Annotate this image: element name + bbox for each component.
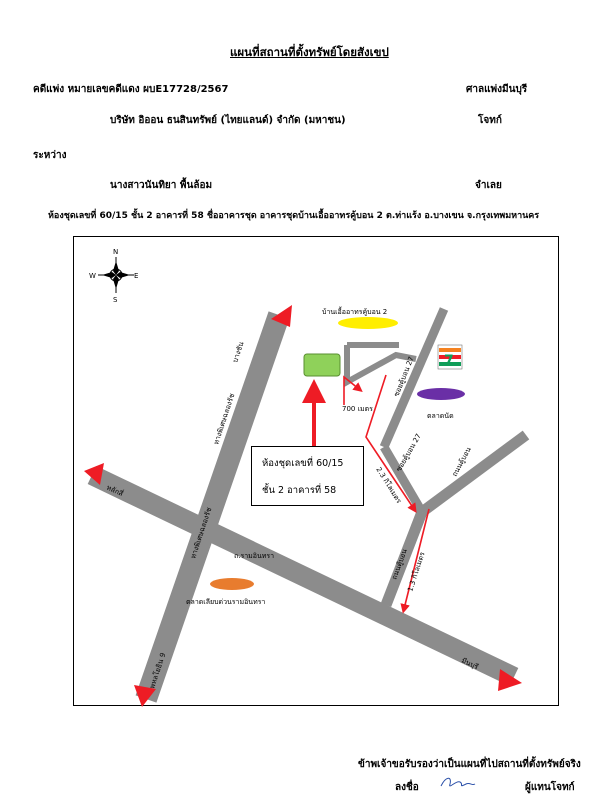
court-name: ศาลแพ่งมีนบุรี [466,84,528,95]
label-lakki: หลักสี่ [105,483,125,499]
seven-eleven-logo [438,345,462,369]
label-bangchan: บางชัน [231,340,246,364]
label-phahon: พหลโยธิน 9 [148,651,168,690]
label-building: บ้านเอื้ออาทรคู้บอน 2 [322,308,388,316]
unit-floor-building: ชั้น 2 อาคารที่ 58 [262,485,337,496]
label-minburi: มีนบุรี [460,656,480,672]
building-ellipse [338,317,398,329]
ramintra-market-ellipse [210,578,254,590]
label-khubon-road-2: ถนนคู้บอน [390,547,409,581]
label-expressway-b: ทางพิเศษฉลองรัช [189,506,214,560]
defendant-name: นางสาวนันทิยา พื้นล้อม [110,180,213,191]
label-13km: 1.3 กิโลเมตร [406,551,427,593]
case-number: คดีแพ่ง หมายเลขคดีแดง ผบE17728/2567 [33,84,229,95]
compass-w: W [89,272,96,280]
unit-number: ห้องชุดเลขที่ 60/15 [262,458,344,469]
label-khubon-road: ถนนคู้บอน [450,445,473,478]
label-ramintra-market: ตลาดเลียบด่วนรามอินทรา [186,598,266,606]
road-soi-27-upper [384,309,444,447]
label-soi-27-a: ซอยคู้บอน 27 [392,355,416,398]
label-700m: 700 เมตร [342,405,373,413]
label-expressway-a: ทางพิเศษฉลองรัช [212,392,237,446]
label-market: ตลาดนัด [427,412,454,420]
between-label: ระหว่าง [33,150,67,161]
compass-e: E [134,272,139,280]
target-building [304,354,340,376]
road-khubon-upper [422,435,526,512]
label-ramintra-road: ถ.รามอินทรา [234,552,275,560]
defendant-role: จำเลย [475,180,502,191]
label-23km: 2.3 กิโลเมตร [374,465,403,505]
page-title: แผนที่สถานที่ตั้งทรัพย์โดยสังเขป [230,45,389,59]
signer-role: ผู้แทนโจทก์ [525,782,575,793]
label-soi-27-b: ซอยคู้บอน 27 [394,432,423,473]
certify-text: ข้าพเจ้าขอรับรองว่าเป็นแผนที่ไปสถานที่ตั้งทรัพย์จริง [358,759,581,770]
unit-info-box [251,446,364,506]
compass-s: S [113,296,118,304]
compass-n: N [113,248,119,256]
sign-label: ลงชื่อ [395,782,419,793]
svg-text:7: 7 [444,353,454,369]
plaintiff-name: บริษัท อิออน ธนสินทรัพย์ (ไทยแลนด์) จำกัด (มหาชน) [110,115,346,126]
market-ellipse [417,388,465,400]
property-address: ห้องชุดเลขที่ 60/15 ชั้น 2 อาคารที่ 58 ชื่ออาคารชุด อาคารชุดบ้านเอื้ออาทรคู้บอน 2 ต.ท่าแร้ง อ.บางเขน จ.กรุงเทพมหานคร [48,211,540,221]
signature-image [438,772,478,792]
compass-icon [89,248,138,304]
plaintiff-role: โจทก์ [478,115,502,126]
